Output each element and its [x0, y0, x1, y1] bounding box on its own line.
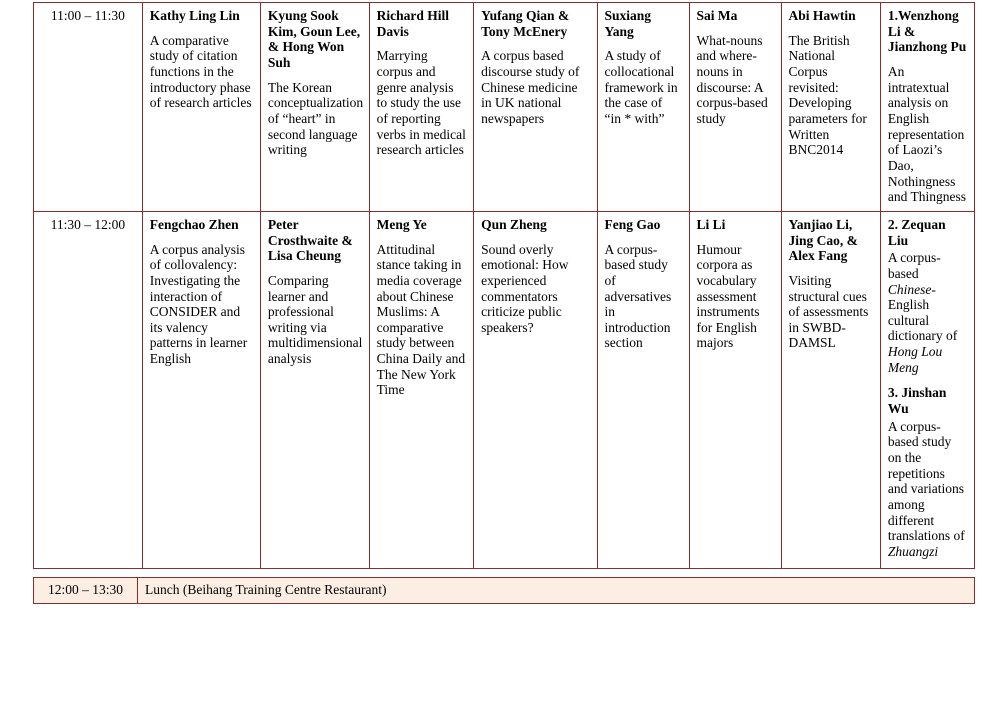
session-authors: Kathy Ling Lin [149, 8, 240, 23]
numbered-session-list [888, 217, 967, 560]
session-title: A corpus-based Chinese-English cultural dictionary of Hong Lou Meng [887, 250, 958, 375]
session-title: A comparative study of citation functions in the introductory phase of research articles [149, 32, 252, 111]
session-authors: Feng Gao [604, 216, 661, 232]
session-authors: Abi Hawtin [788, 8, 856, 23]
session-cell [781, 211, 880, 568]
session-cell [689, 3, 781, 212]
session-cell [597, 3, 689, 212]
session-cell [369, 3, 474, 212]
session-title: A study of collocational framework in the case of “in * with” [604, 48, 678, 126]
session-cell [474, 3, 597, 212]
session-authors: Peter Crosthwaite & Lisa Cheung [267, 216, 353, 264]
session-cell [689, 211, 781, 568]
table-row [34, 211, 975, 568]
session-cell [369, 211, 474, 568]
session-title: What-nouns and where-nouns in discourse: A corpus-based study [696, 32, 768, 126]
session-title: A corpus-based study of adversatives in introduction section [604, 241, 672, 351]
session-title: A corpus analysis of collovalency: Investigating the interaction of CONSIDER and its valency patterns in learner English [149, 241, 248, 367]
session-cell-numbered [880, 211, 974, 568]
session-authors: Kyung Sook Kim, Goun Lee, & Hong Won Suh [267, 8, 361, 70]
session-title: A corpus based discourse study of Chinese medicine in UK national newspapers [481, 48, 580, 126]
session-title: The British National Corpus revisited: Developing parameters for Written BNC2014 [788, 32, 867, 158]
session-title: Attitudinal stance taking in media coverage about Chinese Muslims: A comparative study between China Daily and The New York Time [376, 241, 466, 398]
session-authors: Fengchao Zhen [149, 216, 239, 232]
session-title: Humour corpora as vocabulary assessment instruments for English majors [696, 241, 760, 351]
session-authors: Sai Ma [696, 8, 738, 23]
row-time: 11:00 – 11:30 [34, 3, 143, 212]
row-time: 11:30 – 12:00 [34, 211, 143, 568]
session-title: Visiting structural cues of assessments in SWBD-DAMSL [788, 272, 869, 351]
schedule-page [0, 2, 987, 701]
lunch-time: 12:00 – 13:30 [34, 577, 138, 603]
session-cell [142, 211, 260, 568]
session-title: Comparing learner and professional writing via multidimensional analysis [267, 272, 363, 367]
session-cell [597, 211, 689, 568]
session-authors: Qun Zheng [481, 216, 547, 232]
session-number-label: 2. Zequan Liu [887, 216, 946, 248]
table-row [34, 3, 975, 212]
session-cell [260, 211, 369, 568]
session-authors: Suxiang Yang [604, 8, 652, 39]
session-title: The Korean conceptualization of “heart” in second language writing [267, 79, 364, 158]
lunch-row-table [33, 577, 975, 604]
table-row [34, 577, 975, 603]
session-number-label: 3. Jinshan Wu [887, 385, 947, 417]
session-authors: 1.Wenzhong Li & Jianzhong Pu [887, 8, 967, 55]
session-authors: Yufang Qian & Tony McEnery [481, 8, 570, 39]
session-authors: Meng Ye [376, 216, 427, 232]
lunch-label: Lunch (Beihang Training Centre Restaurant) [138, 577, 975, 603]
session-authors: Li Li [696, 216, 726, 232]
session-authors: Richard Hill Davis [376, 8, 449, 39]
session-cell [880, 3, 974, 212]
session-title: A corpus-based study on the repetitions and variations among different translations of Zhuangzi [887, 418, 965, 559]
session-cell [474, 211, 597, 568]
schedule-table [33, 2, 975, 569]
session-cell [260, 3, 369, 212]
session-authors: Yanjiao Li, Jing Cao, & Alex Fang [788, 216, 858, 264]
session-cell [781, 3, 880, 212]
session-title: Sound overly emotional: How experienced commentators criticize public speakers? [481, 241, 569, 335]
session-cell [142, 3, 260, 212]
session-title: Marrying corpus and genre analysis to study the use of reporting verbs in medical research articles [376, 48, 466, 158]
session-title: An intratextual analysis on English representation of Laozi’s Dao, Nothingness and Thingness [887, 63, 966, 205]
